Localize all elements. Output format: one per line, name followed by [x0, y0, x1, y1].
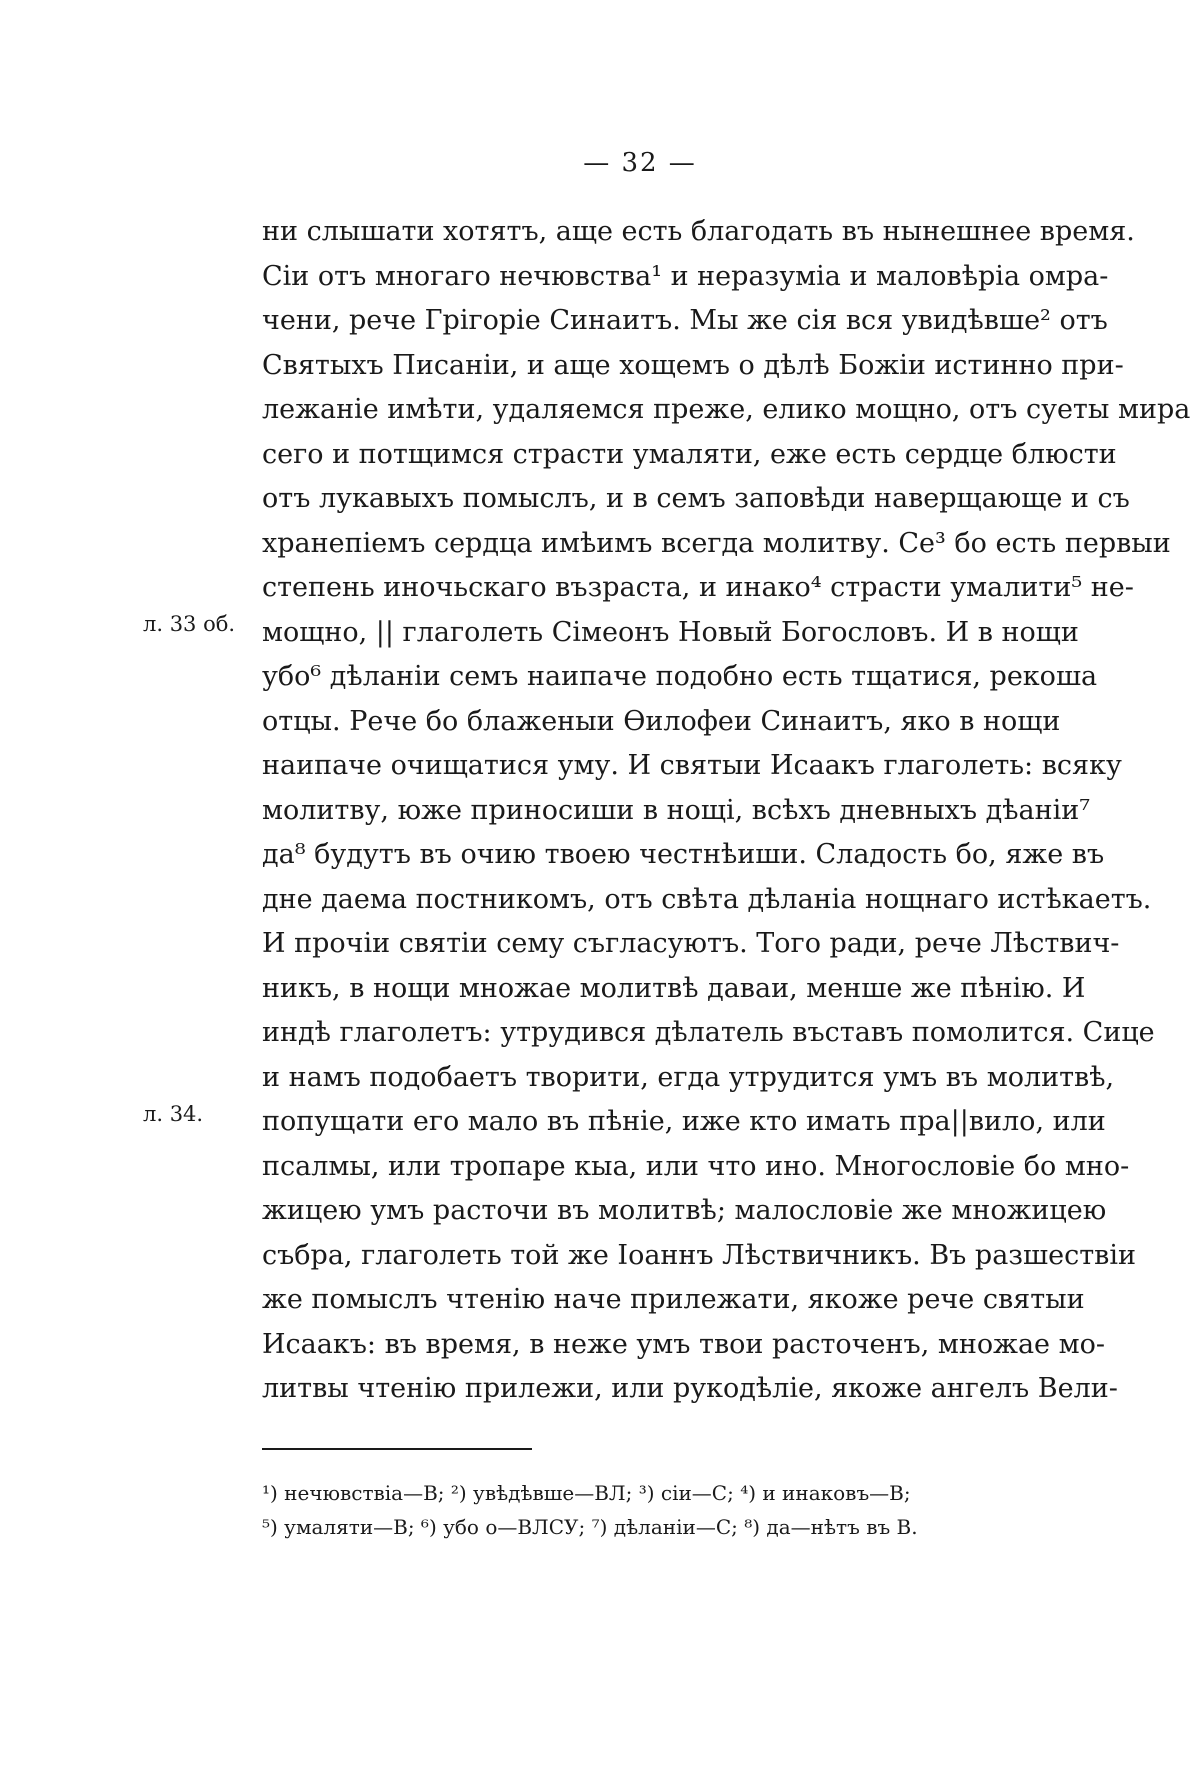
text-line: да⁸ будутъ въ очию твоею честнѣиши. Сладость бо, яже въ: [262, 839, 1105, 870]
margin-note-folio-34: л. 34.: [143, 1102, 204, 1126]
text-line: и намъ подобаетъ творити, егда утрудится умъ въ молитвѣ,: [262, 1061, 1115, 1093]
text-line: убо⁶ дѣланіи семъ наипаче подобно есть тщатися, рекоша: [262, 661, 1098, 692]
text-line: наипаче очищатися уму. И святыи Исаакъ глаголеть: всяку: [262, 750, 1122, 781]
footnotes: [262, 1476, 1067, 1544]
footnote-divider: [262, 1448, 532, 1450]
text-line: никъ, в нощи множае молитвѣ даваи, менше же пѣнію. И: [262, 972, 1086, 1004]
margin-note-folio-33v: л. 33 об.: [143, 612, 236, 636]
footnote-line: ⁵) умаляти—В; ⁶) убо о—ВЛСУ; ⁷) дѣланіи—С; ⁸) да—нѣтъ въ В.: [262, 1515, 918, 1539]
main-text: [262, 210, 1190, 1412]
text-line: степень иночьскаго възраста, и инако⁴ страсти умалити⁵ не-: [262, 572, 1134, 603]
text-line: отцы. Рече бо блаженыи Өилофеи Синаитъ, яко в нощи: [262, 705, 1061, 737]
text-line: Сіи отъ многаго нечювства¹ и неразуміа и маловѣріа омра-: [262, 260, 1109, 292]
text-line: дне даема постникомъ, отъ свѣта дѣланіа нощнаго истѣкаетъ.: [262, 883, 1152, 915]
text-line: попущати его мало въ пѣніе, иже кто имать пра||вило, или: [262, 1106, 1106, 1137]
text-line: индѣ глаголетъ: утрудився дѣлатель въставъ помолится. Сице: [262, 1017, 1155, 1048]
text-line: ни слышати хотятъ, аще есть благодать въ нынешнее время.: [262, 216, 1135, 247]
text-line: хранепіемъ сердца имѣимъ всегда молитву. Се³ бо есть первыи: [262, 527, 1171, 559]
text-line: Святыхъ Писаніи, и аще хощемъ о дѣлѣ Божіи истинно при-: [262, 349, 1124, 381]
footnote-line: ¹) нечювствіа—В; ²) увѣдѣвше—ВЛ; ³) сіи—С; ⁴) и инаковъ—В;: [262, 1481, 911, 1505]
text-line: литвы чтенію прилежи, или рукодѣліе, якоже ангелъ Вели-: [262, 1373, 1118, 1404]
text-line: сего и потщимся страсти умаляти, еже есть сердце блюсти: [262, 438, 1117, 470]
text-line: мощно, || глаголеть Сімеонъ Новый Богословъ. И в нощи: [262, 616, 1079, 648]
text-line: лежаніе имѣти, удаляемся преже, елико мощно, отъ суеты мира: [262, 394, 1190, 425]
page-number: — 32 —: [583, 148, 697, 178]
text-line: И прочіи святіи сему съгласуютъ. Того ради, рече Лѣствич-: [262, 928, 1120, 959]
text-line: Исаакъ: въ время, в неже умъ твои расточенъ, множае мо-: [262, 1328, 1105, 1360]
text-line: псалмы, или тропаре кыа, или что ино. Многословіе бо мно-: [262, 1150, 1130, 1182]
text-line: молитву, юже приносиши в нощі, всѣхъ дневныхъ дѣаніи⁷: [262, 794, 1091, 826]
text-line: жицею умъ расточи въ молитвѣ; малословіе же множицею: [262, 1195, 1107, 1226]
text-line: же помыслъ чтенію наче прилежати, якоже рече святыи: [262, 1284, 1085, 1315]
text-line: чени, рече Грігоріе Синаитъ. Мы же сія вся увидѣвше² отъ: [262, 305, 1108, 336]
text-line: събра, глаголеть той же Іоаннъ Лѣствичникъ. Въ разшествіи: [262, 1239, 1136, 1271]
text-line: отъ лукавыхъ помыслъ, и в семъ заповѣди наверщающе и съ: [262, 483, 1130, 514]
